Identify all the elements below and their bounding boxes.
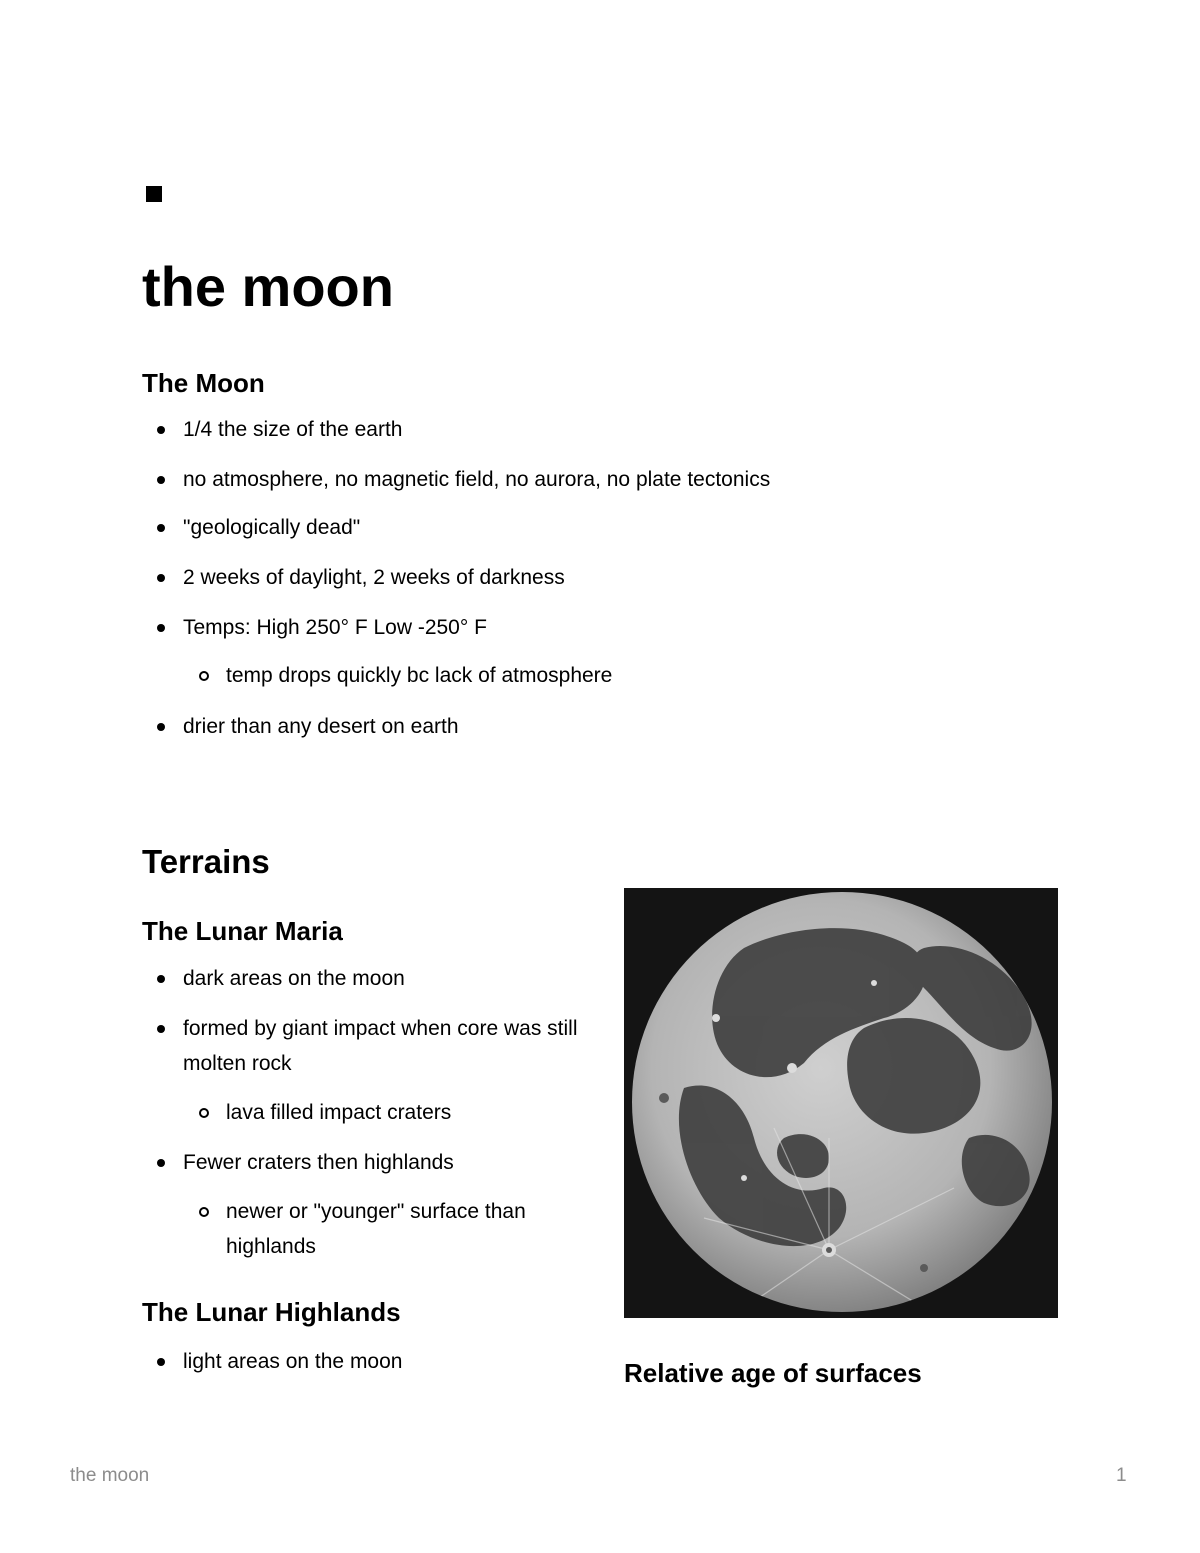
page-title: the moon <box>142 255 394 318</box>
subheading-lunar-highlands: The Lunar Highlands <box>142 1297 401 1327</box>
lunar-highlands-bullet-list <box>142 1344 582 1379</box>
image-caption: Relative age of surfaces <box>624 1358 922 1388</box>
list-item-nested: temp drops quickly bc lack of atmosphere <box>142 658 942 693</box>
list-item: dark areas on the moon <box>142 961 582 996</box>
section-the-moon <box>142 366 265 400</box>
list-item: drier than any desert on earth <box>142 709 942 744</box>
footer-document-name: the moon <box>70 1465 150 1486</box>
the-moon-bullet-list <box>142 412 942 744</box>
list-item: no atmosphere, no magnetic field, no aurora, no plate tectonics <box>142 462 942 497</box>
page-icon <box>146 186 162 202</box>
list-item: formed by giant impact when core was still molten rock <box>142 1011 582 1081</box>
section-heading-terrains: Terrains <box>142 843 270 880</box>
list-item: Fewer craters then highlands <box>142 1145 582 1180</box>
moon-image <box>624 888 1058 1318</box>
list-item-nested: lava filled impact craters <box>142 1095 582 1130</box>
list-item: 2 weeks of daylight, 2 weeks of darkness <box>142 560 942 595</box>
list-item: Temps: High 250° F Low -250° F <box>142 610 942 645</box>
footer-page-number: 1 <box>1116 1465 1127 1486</box>
list-item: light areas on the moon <box>142 1344 582 1379</box>
full-moon-illustration <box>624 888 1058 1318</box>
lunar-maria-bullet-list <box>142 961 582 1264</box>
list-item: 1/4 the size of the earth <box>142 412 942 447</box>
subheading-lunar-maria: The Lunar Maria <box>142 916 343 946</box>
list-item: "geologically dead" <box>142 510 942 545</box>
list-item-nested: newer or "younger" surface than highlands <box>142 1194 582 1264</box>
section-heading-the-moon: The Moon <box>142 368 265 398</box>
